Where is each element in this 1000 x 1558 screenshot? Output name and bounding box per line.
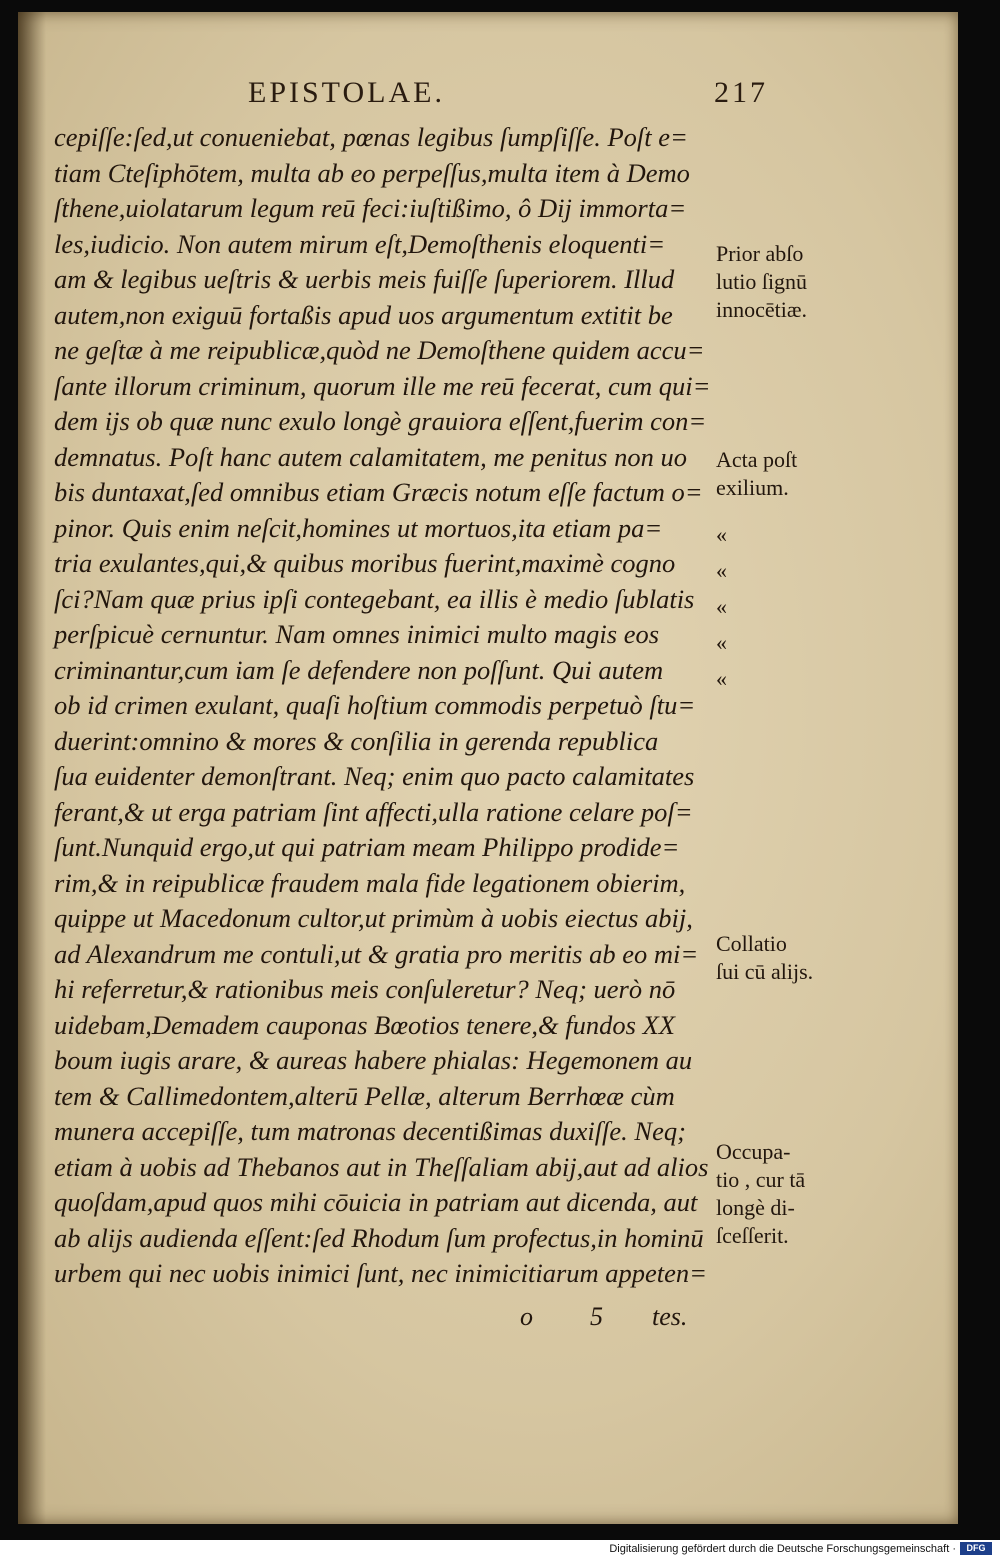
text-line: dem ijs ob quæ nunc exulo longè grauiora eſſent,fuerim con= [54,406,707,436]
quotation-mark: « [716,522,727,547]
quotation-mark: « [716,558,727,583]
signature-mark: o [520,1302,533,1331]
margin-note-line: ſceſſerit. [716,1223,789,1248]
catchword: tes. [652,1302,688,1331]
margin-note-line: innocētiæ. [716,297,808,322]
margin-note-line: lutio ſignū [716,269,808,294]
quotation-mark: « [716,666,727,691]
dfg-logo: DFG [960,1542,992,1555]
text-line: ſua euidenter demonſtrant. Neq; enim quo pacto calamitates [54,761,695,791]
margin-note-line: tio , cur tā [716,1167,806,1192]
text-line: ſunt.Nunquid ergo,ut qui patriam meam Philippo prodide= [54,832,680,862]
text-line: autem,non exiguū fortaßis apud uos argumentum extitit be [54,299,673,330]
text-line: cepiſſe:ſed,ut conueniebat, pœnas legibus ſumpſiſſe. Poſt e= [54,122,688,152]
text-line: am & legibus ueſtris & uerbis meis fuiſſe ſuperiorem. Illud [54,264,675,294]
text-line: etiam à uobis ad Thebanos aut in Theſſaliam abij,aut ad alios [54,1151,709,1182]
margin-note-line: exilium. [716,475,789,500]
margin-note-line: ſui cū alijs. [716,959,814,984]
text-line: boum iugis arare, & aureas habere phialas: Hegemonem au [54,1045,693,1075]
text-line: perſpicuè cernuntur. Nam omnes inimici multo magis eos [54,619,660,649]
margin-note [716,1138,805,1250]
text-line: tem & Callimedontem,alterū Pellæ, alterum Berrhœæ cùm [54,1080,675,1111]
running-head-title: EPISTOLAE. [248,76,445,109]
quotation-mark: « [716,630,727,655]
margin-note [716,240,807,324]
text-line: bis duntaxat,ſed omnibus etiam Græcis notum eſſe factum o= [54,477,703,507]
funding-credit: Digitalisierung gefördert durch die Deutsche Forschungsgemeinschaft · [609,1543,956,1555]
text-line: demnatus. Poſt hanc autem calamitatem, me penitus non uo [54,441,687,472]
text-line: ferant,& ut erga patriam ſint affecti,ulla ratione celare poſ= [54,796,693,827]
text-line: quippe ut Macedonum cultor,ut primùm à uobis eiectus abij, [54,903,693,933]
text-line: ſci?Nam quæ prius ipſi contegebant, ea illis è medio ſublatis [54,583,695,614]
text-line: rim,& in reipublicæ fraudem mala fide legationem obierim, [54,867,686,898]
main-text-block [54,120,754,1292]
text-line: munera accepiſſe, tum matronas decentißimas duxiſſe. Neq; [54,1116,686,1146]
quotation-mark: « [716,594,727,619]
digitization-footer [0,1540,1000,1558]
signature-number: 5 [590,1302,603,1331]
text-line: ad Alexandrum me contuli,ut & gratia pro meritis ab eo mi= [54,938,699,969]
text-line: tiam Cteſiphōtem, multa ab eo perpeſſus,multa item à Demo [54,157,690,188]
text-line: ne geſtæ à me reipublicæ,quòd ne Demoſthene quidem accu= [54,335,705,365]
text-line: les,iudicio. Non autem mirum eſt,Demoſthenis eloquenti= [54,228,666,259]
text-line: ob id crimen exulant, quaſi hoſtium commodis perpetuò ſtu= [54,690,696,720]
margin-note [716,930,813,986]
text-line: duerint:omnino & mores & conſilia in gerenda republica [54,725,659,756]
text-line: tria exulantes,qui,& quibus moribus fuerint,maximè cogno [54,548,676,578]
text-line: quoſdam,apud quos mihi cōuicia in patriam aut dicenda, aut [54,1187,698,1217]
text-line: urbem qui nec uobis inimici ſunt, nec inimicitiarum appeten= [54,1258,708,1288]
text-line: ab alijs audienda eſſent:ſed Rhodum ſum profectus,in hominū [54,1222,704,1253]
margin-note-line: Prior abſo [716,241,804,266]
text-line: pinor. Quis enim neſcit,homines ut mortuos,ita etiam pa= [54,512,663,543]
margin-note [716,446,797,502]
margin-note-line: Acta poſt [716,447,798,472]
page-number: 217 [714,76,768,109]
margin-note-line: Collatio [716,931,787,956]
text-line: uidebam,Demadem cauponas Bœotios tenere,& fundos XX [54,1009,675,1040]
gutter-shadow [18,12,46,1524]
text-line: hi referretur,& rationibus meis conſuleretur? Neq; uerò nō [54,974,676,1004]
margin-note-line: longè di- [716,1195,795,1220]
text-line: ſthene,uiolatarum legum reū feci:iuſtißimo, ô Dij immorta= [54,193,687,223]
text-line: criminantur,cum iam ſe defendere non poſſunt. Qui autem [54,654,664,685]
margin-note-line: Occupa- [716,1139,791,1164]
running-head [248,76,768,118]
text-line: ſante illorum criminum, quorum ille me reū fecerat, cum qui= [54,370,711,401]
